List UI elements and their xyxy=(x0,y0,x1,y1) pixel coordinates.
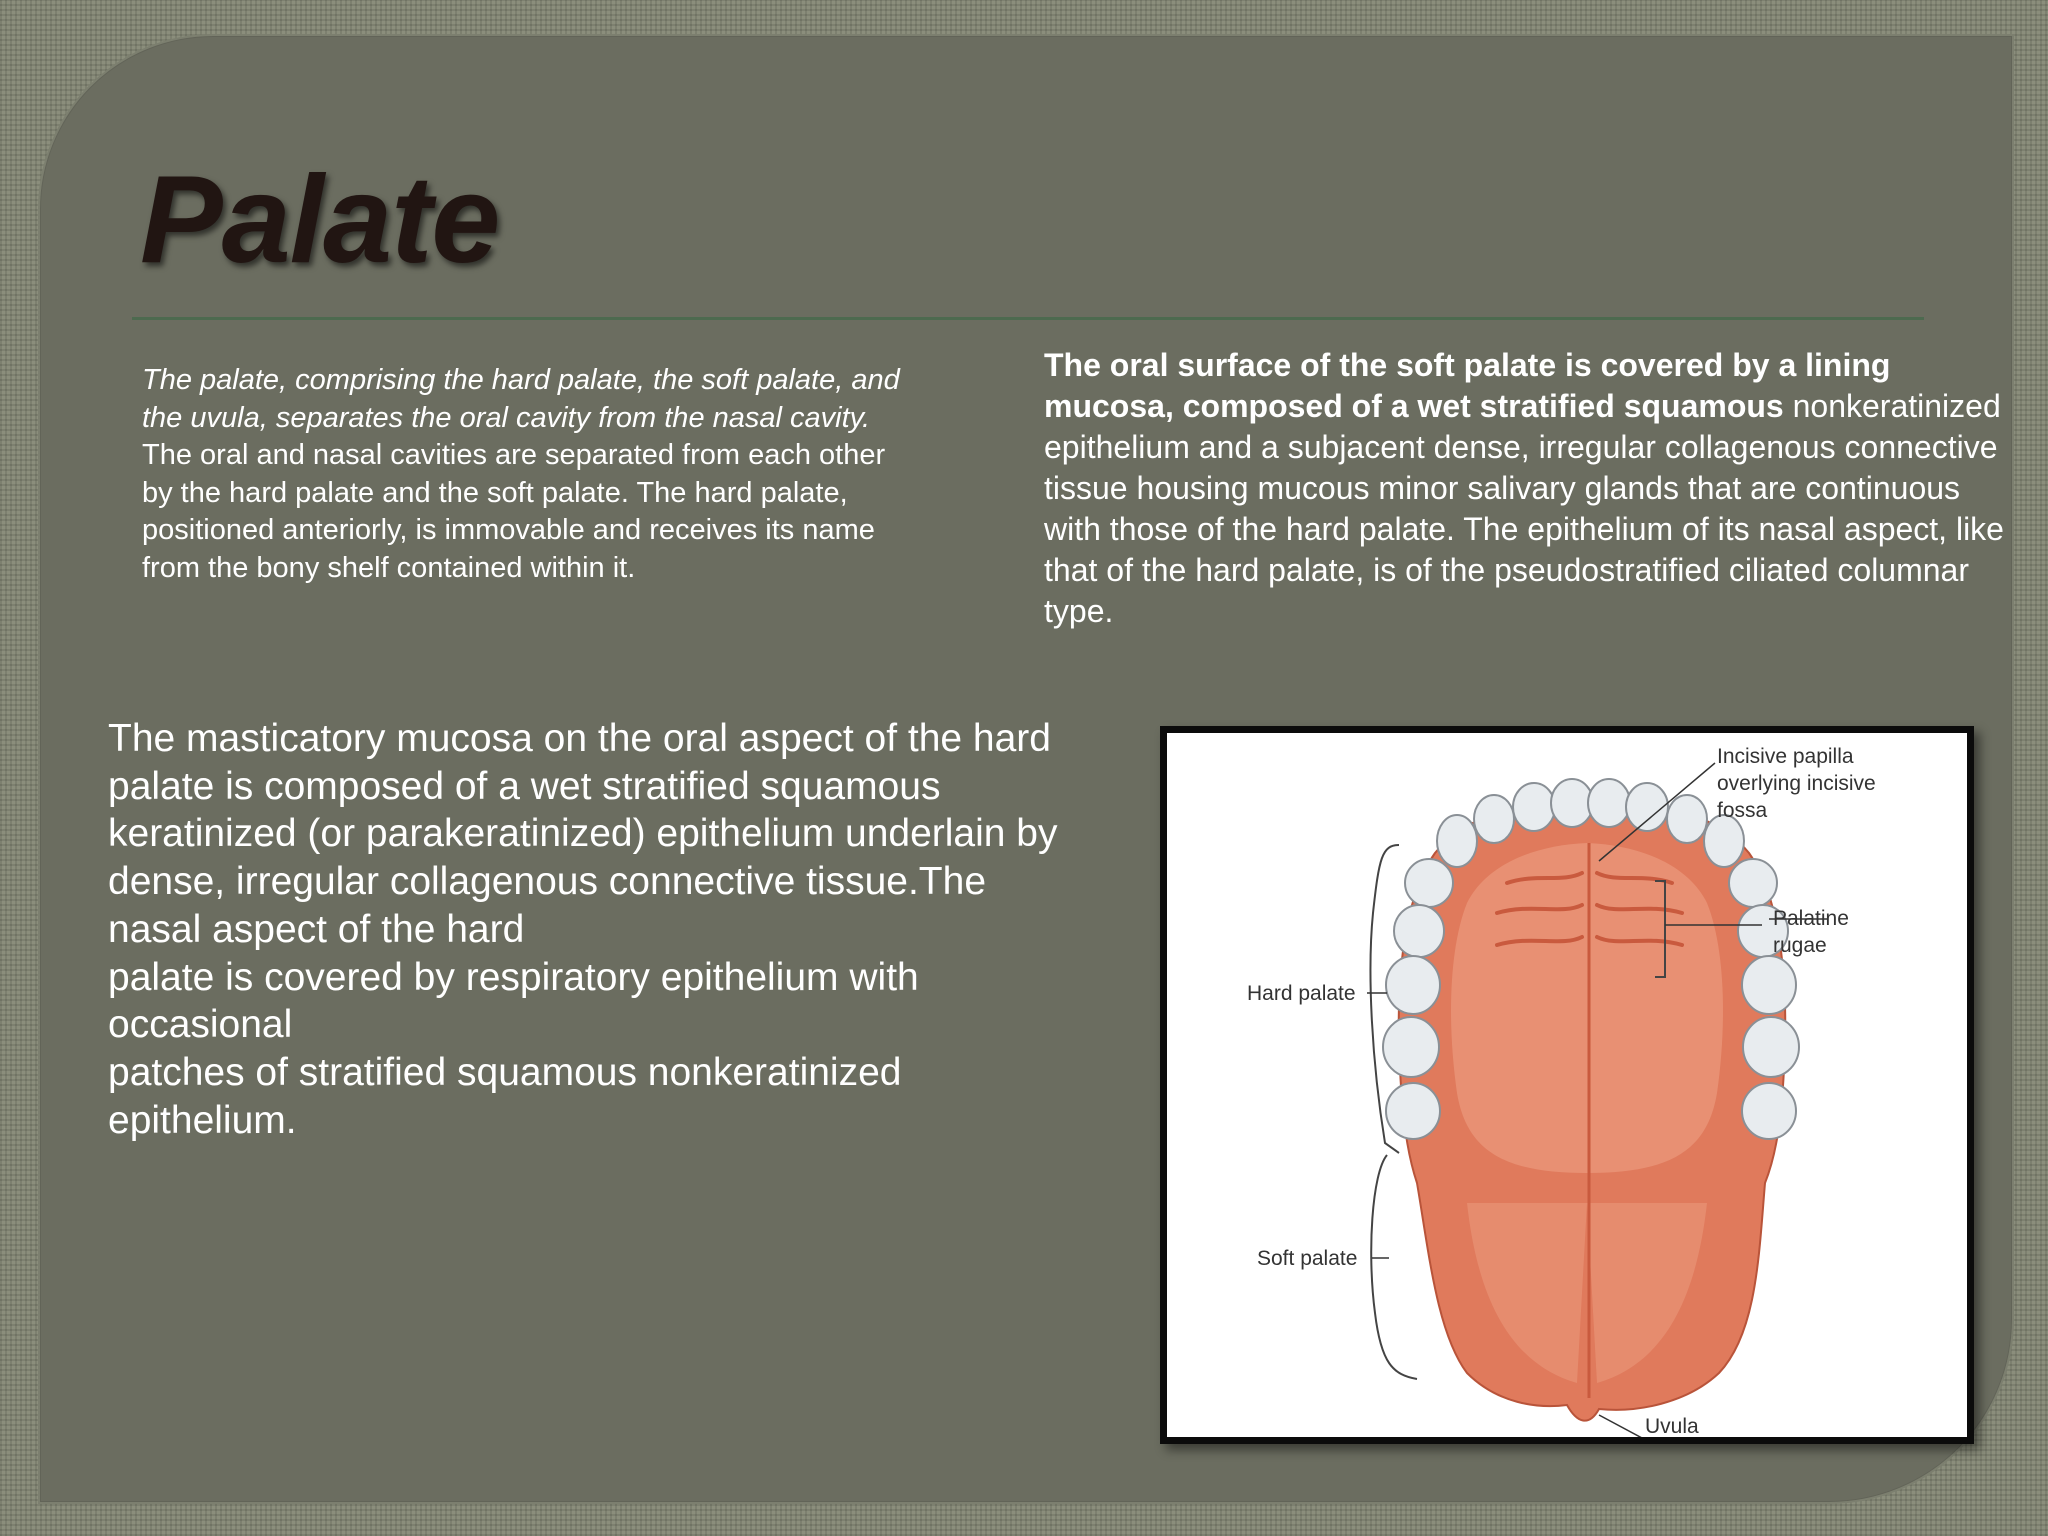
soft-palate-paragraph xyxy=(1044,345,2004,632)
intro-paragraph xyxy=(142,362,922,587)
hard-palate-line-3: patches of stratified squamous nonkeratinized epithelium. xyxy=(108,1050,902,1142)
title-divider xyxy=(132,317,1924,320)
palate-illustration xyxy=(1167,733,1967,1437)
soft-palate-bold-text: The oral surface of the soft palate is covered by a lining mucosa, composed of a wet stratified squamous xyxy=(1044,347,1891,424)
soft-palate-body-text: nonkeratinized epithelium and a subjacent dense, irregular collagenous connective tissue housing mucous minor salivary glands that are continuous with those of the hard palate. The epithelium of its nasal aspect, like that of the hard palate, is of the pseudostratified ciliated columnar type. xyxy=(1044,388,2004,629)
label-hard-palate: Hard palate xyxy=(1247,982,1356,1005)
hard-palate-line-2: palate is covered by respiratory epithelium with occasional xyxy=(108,955,919,1047)
label-incisive-papilla-2: overlying incisive xyxy=(1717,772,1876,795)
label-palatine-rugae-1: Palatine xyxy=(1773,907,1849,930)
slide-title: Palate xyxy=(140,151,500,289)
label-incisive-papilla-3: fossa xyxy=(1717,799,1768,822)
intro-body-text: The oral and nasal cavities are separated from each other by the hard palate and the soft palate. The hard palate, positioned anteriorly, is immovable and receives its name from the bony shelf contained within it. xyxy=(142,439,886,584)
label-palatine-rugae-2: rugae xyxy=(1773,934,1827,957)
hard-palate-line-1: The masticatory mucosa on the oral aspect of the hard palate is composed of a wet stratified squamous keratinized (or parakeratinized) epithelium underlain by dense, irregular collagenous connective tissue.The nasal aspect of the hard xyxy=(108,717,1058,951)
palate-shading xyxy=(1451,843,1723,1173)
label-uvula: Uvula xyxy=(1645,1415,1699,1437)
label-incisive-papilla-1: Incisive papilla xyxy=(1717,745,1854,768)
intro-lead-text: The palate, comprising the hard palate, the soft palate, and the uvula, separates the oral cavity from the nasal cavity. xyxy=(142,364,900,434)
palate-figure xyxy=(1160,726,1974,1444)
label-soft-palate: Soft palate xyxy=(1257,1247,1358,1270)
hard-palate-paragraph xyxy=(108,715,1068,1144)
